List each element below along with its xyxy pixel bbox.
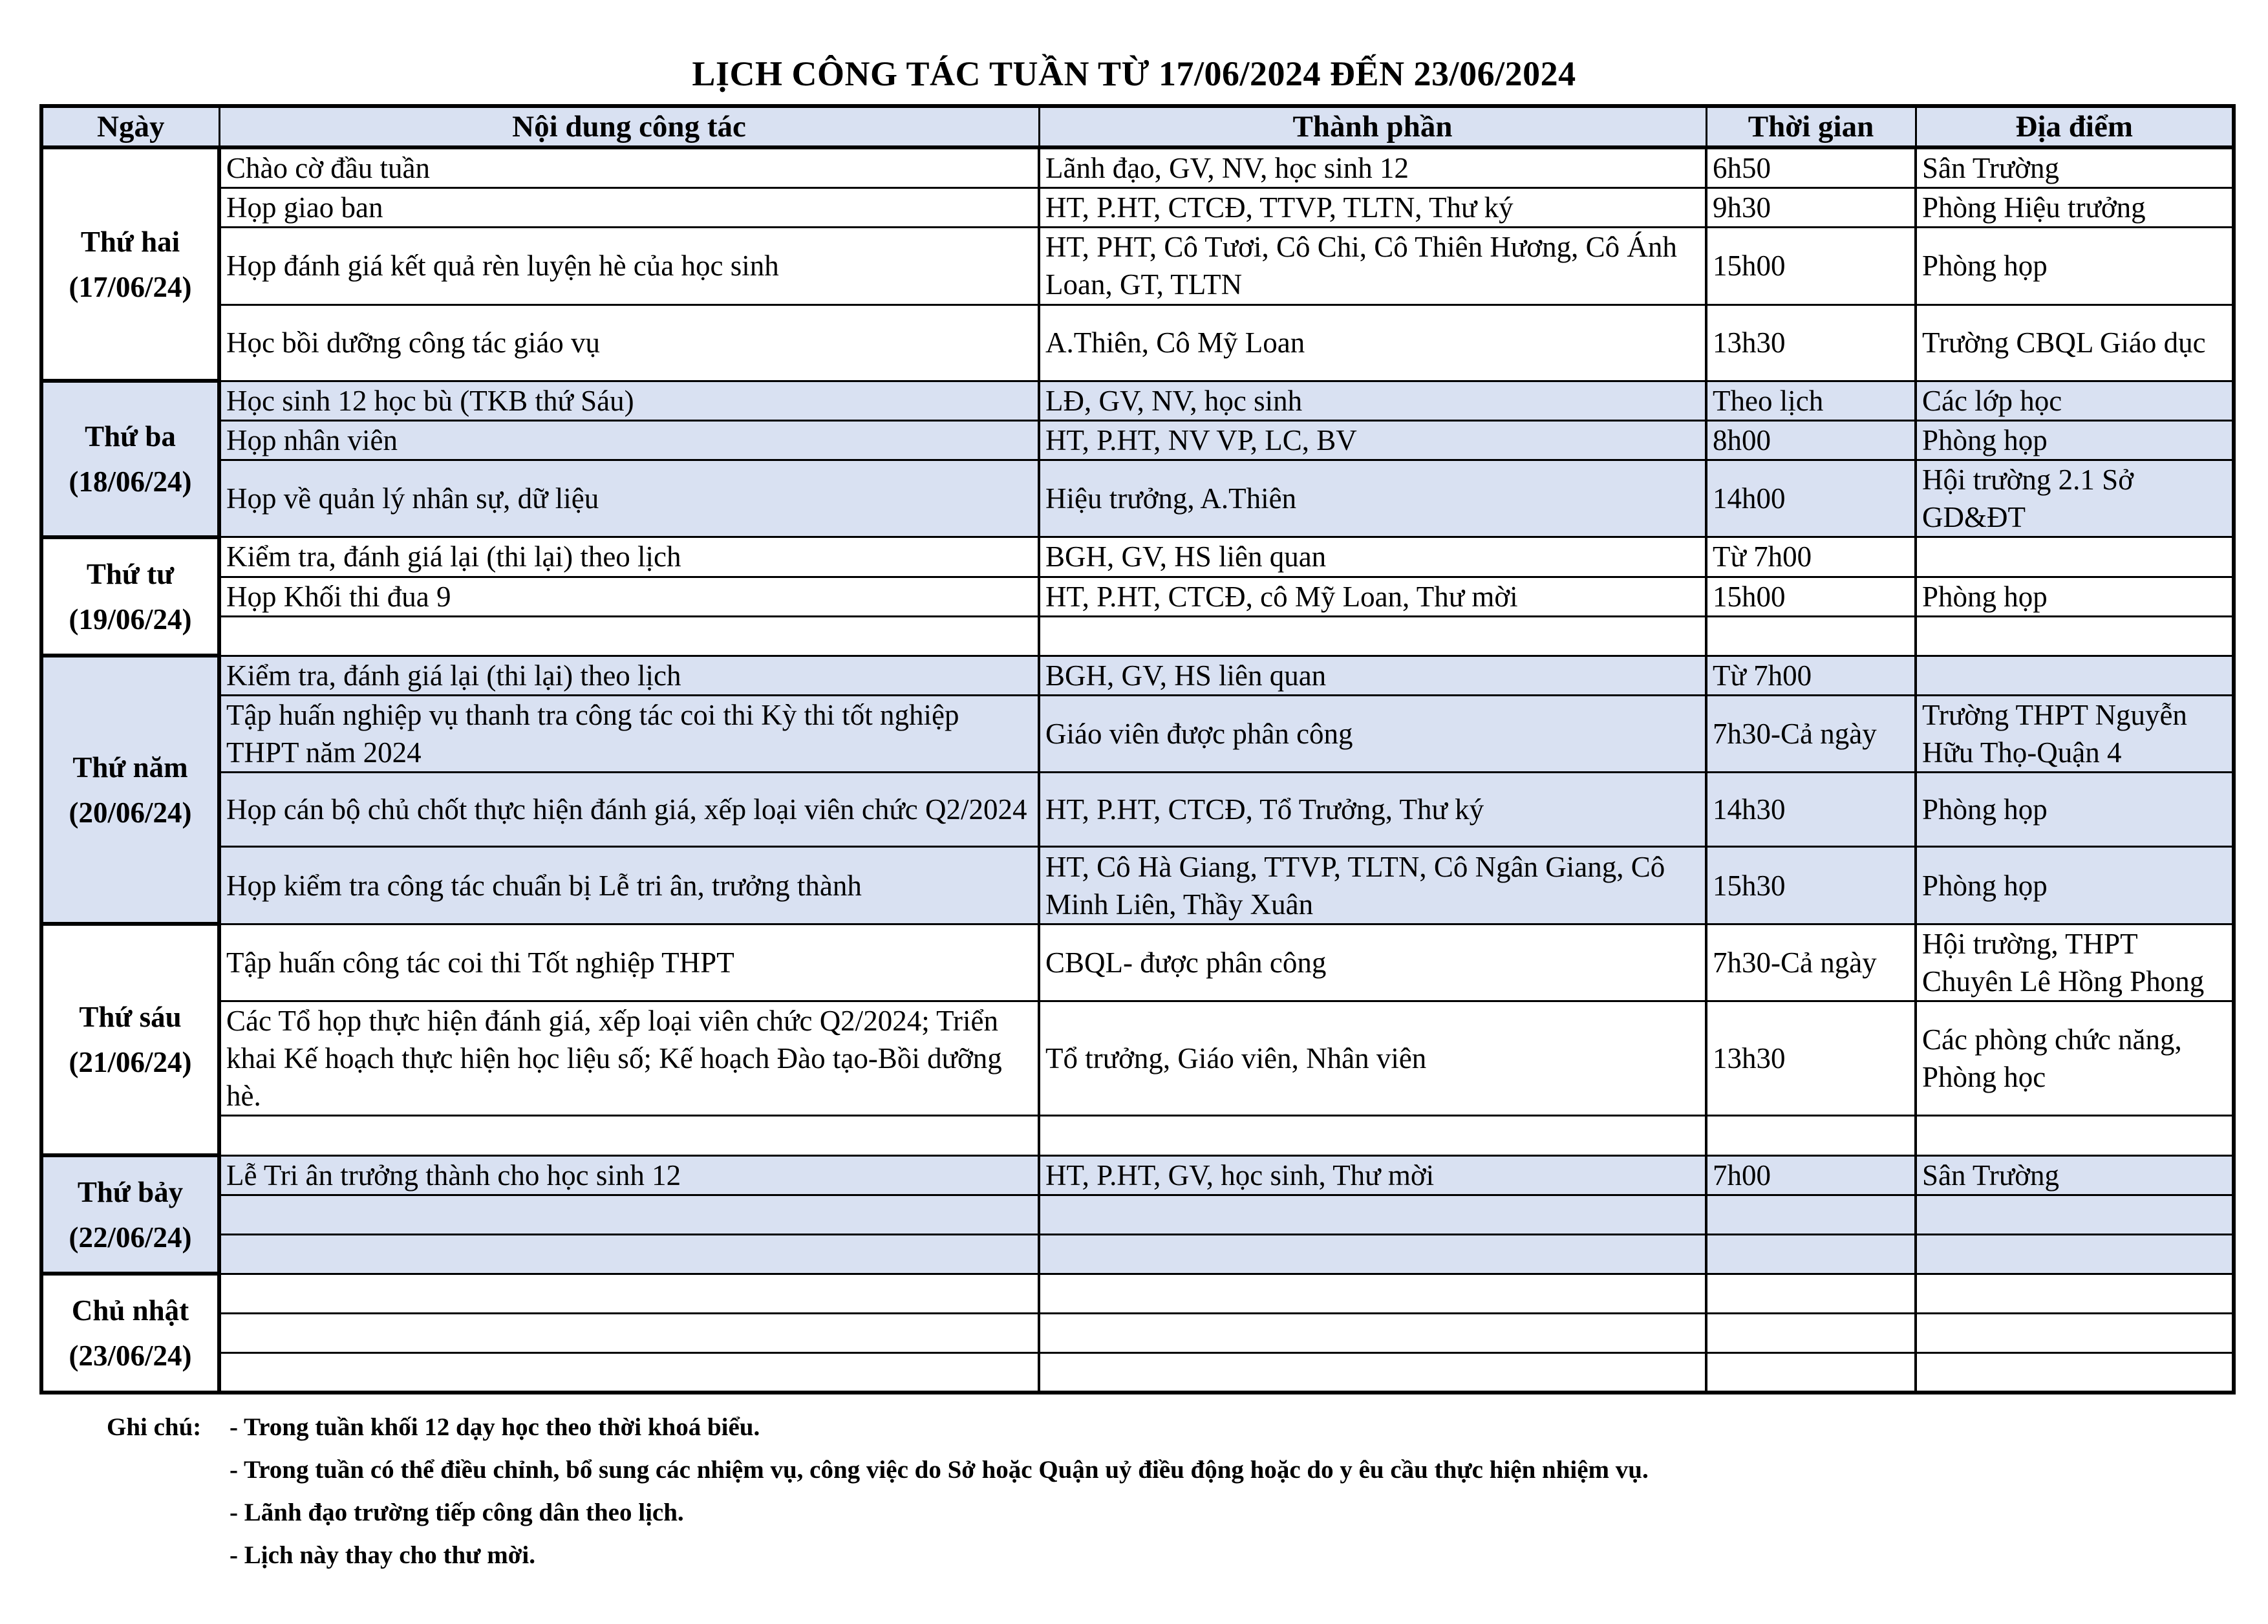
members-cell (1039, 1195, 1706, 1234)
time-cell: 7h00 (1706, 1155, 1916, 1195)
header-content: Nội dung công tác (219, 106, 1039, 147)
day-date: (20/06/24) (69, 796, 192, 829)
time-cell (1706, 1274, 1916, 1313)
day-date: (18/06/24) (69, 465, 192, 498)
table-row (41, 1274, 2234, 1313)
time-cell (1706, 1314, 1916, 1353)
day-cell (41, 924, 219, 1155)
members-cell (1039, 1274, 1706, 1313)
content-cell: Họp giao ban (219, 188, 1039, 228)
table-row (41, 616, 2234, 656)
day-cell (41, 381, 219, 537)
members-cell: HT, P.HT, CTCĐ, TTVP, TLTN, Thư ký (1039, 188, 1706, 228)
table-row (41, 577, 2234, 616)
schedule-table (39, 104, 2236, 1394)
place-cell: Hội trường 2.1 Sở GD&ĐT (1916, 460, 2234, 537)
place-cell (1916, 616, 2234, 656)
day-cell (41, 147, 219, 381)
members-cell: HT, P.HT, CTCĐ, cô Mỹ Loan, Thư mời (1039, 577, 1706, 616)
place-cell: Phòng họp (1916, 773, 2234, 847)
place-cell: Phòng họp (1916, 228, 2234, 304)
members-cell (1039, 1234, 1706, 1274)
content-cell: Các Tổ họp thực hiện đánh giá, xếp loại viên chức Q2/2024; Triển khai Kế hoạch thực hiện học liệu số; Kế hoạch Đào tạo-Bồi dưỡng hè. (219, 1001, 1039, 1115)
time-cell: Theo lịch (1706, 381, 1916, 420)
table-row (41, 228, 2234, 304)
place-cell: Sân Trường (1916, 1155, 2234, 1195)
header-time: Thời gian (1706, 106, 1916, 147)
members-cell: HT, P.HT, GV, học sinh, Thư mời (1039, 1155, 1706, 1195)
content-cell: Họp Khối thi đua 9 (219, 577, 1039, 616)
notes-label: Ghi chú: (107, 1413, 202, 1441)
place-cell: Hội trường, THPT Chuyên Lê Hồng Phong (1916, 924, 2234, 1001)
header-day: Ngày (41, 106, 219, 147)
content-cell: Họp đánh giá kết quả rèn luyện hè của học sinh (219, 228, 1039, 304)
content-cell (219, 1353, 1039, 1393)
content-cell: Học bồi dưỡng công tác giáo vụ (219, 304, 1039, 381)
content-cell: Chào cờ đầu tuần (219, 147, 1039, 188)
page-title: LỊCH CÔNG TÁC TUẦN TỪ 17/06/2024 ĐẾN 23/06/2024 (692, 54, 1576, 93)
members-cell: Hiệu trưởng, A.Thiên (1039, 460, 1706, 537)
place-cell: Phòng họp (1916, 577, 2234, 616)
members-cell: Lãnh đạo, GV, NV, học sinh 12 (1039, 147, 1706, 188)
members-cell: Giáo viên được phân công (1039, 695, 1706, 772)
time-cell: 8h00 (1706, 420, 1916, 460)
day-name: Thứ bảy (77, 1175, 184, 1208)
time-cell: 15h00 (1706, 577, 1916, 616)
table-row (41, 1353, 2234, 1393)
place-cell (1916, 1116, 2234, 1155)
schedule-body (41, 147, 2234, 1393)
members-cell: HT, PHT, Cô Tươi, Cô Chi, Cô Thiên Hương, Cô Ánh Loan, GT, TLTN (1039, 228, 1706, 304)
day-cell (41, 1274, 219, 1393)
place-cell: Phòng họp (1916, 420, 2234, 460)
time-cell: 14h30 (1706, 773, 1916, 847)
members-cell: HT, Cô Hà Giang, TTVP, TLTN, Cô Ngân Giang, Cô Minh Liên, Thầy Xuân (1039, 847, 1706, 924)
time-cell (1706, 1195, 1916, 1234)
members-cell (1039, 1116, 1706, 1155)
content-cell: Tập huấn công tác coi thi Tốt nghiệp THPT (219, 924, 1039, 1001)
members-cell: BGH, GV, HS liên quan (1039, 537, 1706, 577)
table-row (41, 537, 2234, 577)
place-cell: Phòng Hiệu trưởng (1916, 188, 2234, 228)
table-row (41, 381, 2234, 420)
time-cell: 15h30 (1706, 847, 1916, 924)
members-cell (1039, 1314, 1706, 1353)
table-row (41, 1001, 2234, 1115)
table-row (41, 695, 2234, 772)
header-place: Địa điểm (1916, 106, 2234, 147)
time-cell (1706, 1234, 1916, 1274)
table-row (41, 1195, 2234, 1234)
content-cell: Họp về quản lý nhân sự, dữ liệu (219, 460, 1039, 537)
header-row (41, 106, 2234, 147)
place-cell: Phòng họp (1916, 847, 2234, 924)
members-cell: BGH, GV, HS liên quan (1039, 656, 1706, 695)
table-row (41, 1314, 2234, 1353)
members-cell (1039, 1353, 1706, 1393)
table-row (41, 924, 2234, 1001)
content-cell (219, 1274, 1039, 1313)
time-cell: 13h30 (1706, 304, 1916, 381)
day-cell (41, 1155, 219, 1274)
time-cell: Từ 7h00 (1706, 656, 1916, 695)
header-members: Thành phần (1039, 106, 1706, 147)
place-cell: Trường THPT Nguyễn Hữu Thọ-Quận 4 (1916, 695, 2234, 772)
content-cell: Tập huấn nghiệp vụ thanh tra công tác coi thi Kỳ thi tốt nghiệp THPT năm 2024 (219, 695, 1039, 772)
day-date: (19/06/24) (69, 603, 192, 636)
note-item: - Trong tuần khối 12 dạy học theo thời khoá biểu. (230, 1413, 760, 1441)
content-cell: Họp nhân viên (219, 420, 1039, 460)
table-row (41, 656, 2234, 695)
table-row (41, 420, 2234, 460)
table-row (41, 460, 2234, 537)
time-cell: 9h30 (1706, 188, 1916, 228)
note-item: - Trong tuần có thể điều chỉnh, bổ sung các nhiệm vụ, công việc do Sở hoặc Quận uỷ điều động hoặc do y êu cầu thực hiện nhiệm vụ. (230, 1456, 1649, 1484)
place-cell: Các lớp học (1916, 381, 2234, 420)
place-cell (1916, 1314, 2234, 1353)
content-cell: Họp kiểm tra công tác chuẩn bị Lễ tri ân, trưởng thành (219, 847, 1039, 924)
note-item: - Lịch này thay cho thư mời. (230, 1541, 535, 1569)
members-cell: HT, P.HT, CTCĐ, Tổ Trưởng, Thư ký (1039, 773, 1706, 847)
members-cell: Tổ trưởng, Giáo viên, Nhân viên (1039, 1001, 1706, 1115)
place-cell: Các phòng chức năng, Phòng học (1916, 1001, 2234, 1115)
note-item: - Lãnh đạo trường tiếp công dân theo lịch. (230, 1499, 684, 1526)
content-cell: Kiểm tra, đánh giá lại (thi lại) theo lịch (219, 656, 1039, 695)
day-name: Chủ nhật (71, 1294, 189, 1327)
content-cell: Kiểm tra, đánh giá lại (thi lại) theo lịch (219, 537, 1039, 577)
day-cell (41, 656, 219, 924)
content-cell (219, 1314, 1039, 1353)
day-name: Thứ hai (80, 225, 180, 258)
members-cell: CBQL- được phân công (1039, 924, 1706, 1001)
place-cell: Trường CBQL Giáo dục (1916, 304, 2234, 381)
time-cell: 14h00 (1706, 460, 1916, 537)
content-cell: Họp cán bộ chủ chốt thực hiện đánh giá, xếp loại viên chức Q2/2024 (219, 773, 1039, 847)
table-row (41, 304, 2234, 381)
table-row (41, 1155, 2234, 1195)
time-cell: 15h00 (1706, 228, 1916, 304)
time-cell (1706, 1116, 1916, 1155)
place-cell (1916, 1195, 2234, 1234)
table-row (41, 188, 2234, 228)
table-row (41, 147, 2234, 188)
time-cell: 7h30-Cả ngày (1706, 924, 1916, 1001)
day-date: (23/06/24) (69, 1340, 192, 1373)
time-cell: Từ 7h00 (1706, 537, 1916, 577)
members-cell (1039, 616, 1706, 656)
day-name: Thứ sáu (79, 1001, 182, 1034)
day-name: Thứ năm (72, 751, 188, 784)
table-row (41, 1234, 2234, 1274)
time-cell: 7h30-Cả ngày (1706, 695, 1916, 772)
time-cell: 13h30 (1706, 1001, 1916, 1115)
content-cell (219, 1195, 1039, 1234)
table-row (41, 847, 2234, 924)
time-cell: 6h50 (1706, 147, 1916, 188)
table-row (41, 1116, 2234, 1155)
day-cell (41, 537, 219, 656)
content-cell (219, 1116, 1039, 1155)
content-cell (219, 1234, 1039, 1274)
content-cell: Lễ Tri ân trưởng thành cho học sinh 12 (219, 1155, 1039, 1195)
place-cell (1916, 1353, 2234, 1393)
content-cell: Học sinh 12 học bù (TKB thứ Sáu) (219, 381, 1039, 420)
place-cell (1916, 1234, 2234, 1274)
members-cell: A.Thiên, Cô Mỹ Loan (1039, 304, 1706, 381)
day-name: Thứ tư (86, 557, 175, 590)
day-name: Thứ ba (85, 420, 176, 453)
notes-list (230, 1406, 2169, 1577)
place-cell (1916, 656, 2234, 695)
day-date: (21/06/24) (69, 1046, 192, 1079)
time-cell (1706, 1353, 1916, 1393)
time-cell (1706, 616, 1916, 656)
members-cell: LĐ, GV, NV, học sinh (1039, 381, 1706, 420)
place-cell (1916, 1274, 2234, 1313)
content-cell (219, 616, 1039, 656)
members-cell: HT, P.HT, NV VP, LC, BV (1039, 420, 1706, 460)
table-row (41, 773, 2234, 847)
place-cell: Sân Trường (1916, 147, 2234, 188)
day-date: (22/06/24) (69, 1221, 192, 1254)
place-cell (1916, 537, 2234, 577)
day-date: (17/06/24) (69, 270, 192, 303)
